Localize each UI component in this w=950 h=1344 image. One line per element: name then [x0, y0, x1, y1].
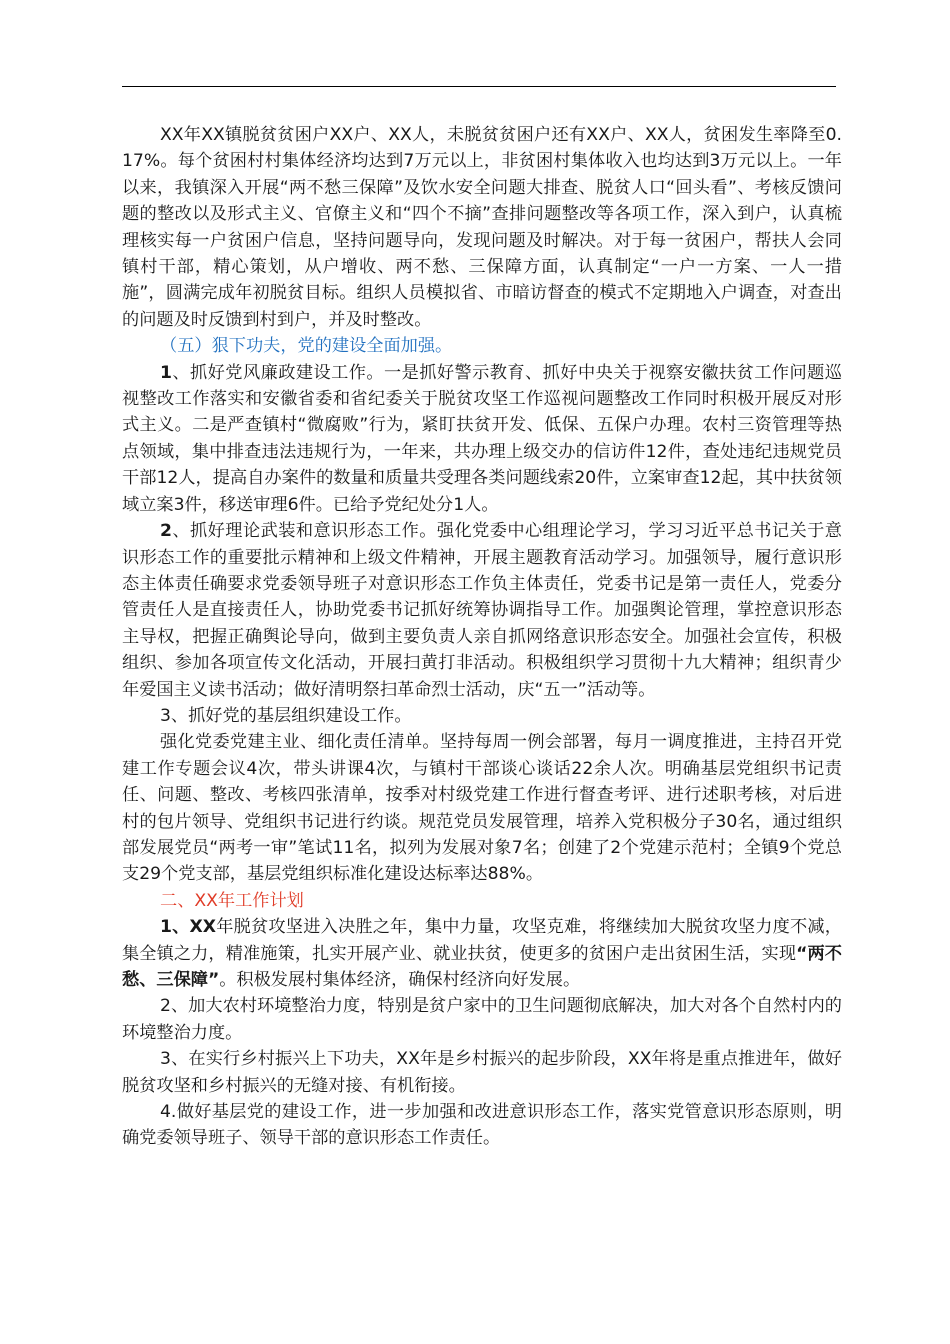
item-number: 2 [160, 521, 172, 542]
paragraph-ideology-work [122, 518, 842, 703]
section-heading-party-building: （五）狠下功夫，党的建设全面加强。 [160, 336, 453, 357]
section-heading-work-plan: 二、XX年工作计划 [160, 890, 304, 911]
paragraph-text: 、抓好理论武装和意识形态工作。强化党委中心组理论学习，学习习近平总书记关于意识形态工作的重要批示精神和上级文件精神，开展主题教育活动学习。加强领导，履行意识形态主体责任确要求党委领导班子对意识形态工作负主体责任，党委书记是第一责任人，党委分管责任人是直接责任人，协助党委书记抓好统筹协调指导工作。加强舆论管理，掌控意识形态主导权，把握正确舆论导向，做到主要负责人亲自抓网络意识形态安全。加强社会宣传，积极组织、参加各项宣传文化活动，开展扫黄打非活动。积极组织学习贯彻十九大精神；组织青少年爱国主义读书活动；做好清明祭扫革命烈士活动，庆“五一”活动等。 [122, 521, 842, 700]
paragraph-text: 年脱贫攻坚进入决胜之年，集中力量，攻坚克难，将继续加大脱贫攻坚力度不减，集全镇之力，精准施策，扎实开展产业、就业扶贫，使更多的贫困户走出贫困生活，实现 [122, 917, 842, 964]
paragraph-plan-1 [122, 914, 842, 993]
paragraph-plan-4: 4.做好基层党的建设工作，进一步加强和改进意识形态工作，落实党管意识形态原则，明确党委领导班子、领导干部的意识形态工作责任。 [122, 1102, 842, 1149]
paragraph-plan-3: 3、在实行乡村振兴上下功夫，XX年是乡村振兴的起步阶段，XX年将是重点推进年，做好脱贫攻坚和乡村振兴的无缝对接、有机衔接。 [122, 1049, 842, 1096]
paragraph-text: 、抓好党风廉政建设工作。一是抓好警示教育、抓好中央关于视察安徽扶贫工作问题巡视整改工作落实和安徽省委和省纪委关于脱贫攻坚工作巡视问题整改工作同时积极开展反对形式主义。二是严查镇村“微腐败”行为，紧盯扶贫开发、低保、五保户办理。农村三资管理等热点领域，集中排查违法违规行为，一年来，共办理上级交办的信访件12件，查处违纪违规党员干部12人，提高自办案件的数量和质量共受理各类问题线索20件，立案审查12起，其中扶贫领域立案3件，移送审理6件。已给予党纪处分1人。 [122, 362, 842, 515]
plan-1-lead: 1、XX [160, 917, 217, 938]
document-body [122, 122, 842, 1152]
paragraph-plan-2: 2、加大农村环境整治力度，特别是贫户家中的卫生问题彻底解决，加大对各个自然村内的环境整治力度。 [122, 996, 842, 1043]
paragraph-poverty-summary: XX年XX镇脱贫贫困户XX户、XX人，未脱贫贫困户还有XX户、XX人，贫困发生率降至0.17%。每个贫困村村集体经济均达到7万元以上，非贫困村集体收入也均达到3万元以上。一年以来，我镇深入开展“两不愁三保障”及饮水安全问题大排查、脱贫人口“回头看”、考核反馈问题的整改以及形式主义、官僚主义和“四个不摘”查排问题整改等各项工作，深入到户，认真梳理核实每一户贫困户信息，坚持问题导向，发现问题及时解决。对于每一贫困户，帮扶人会同镇村干部，精心策划，从户增收、两不愁、三保障方面，认真制定“一户一方案、一人一措施”，圆满完成年初脱贫目标。组织人员模拟省、市暗访督查的模式不定期地入户调查，对查出的问题及时反馈到村到户，并及时整改。 [122, 125, 842, 330]
paragraph-text: 。积极发展村集体经济，确保村经济向好发展。 [219, 970, 581, 990]
paragraph-integrity-work [122, 360, 842, 518]
paragraph-grassroots-title: 3、抓好党的基层组织建设工作。 [160, 705, 412, 726]
header-rule [122, 86, 836, 87]
plan-1-emphasis: “两不愁、三保障” [122, 943, 842, 990]
paragraph-grassroots-detail: 强化党委党建主业、细化责任清单。坚持每周一例会部署，每月一调度推进，主持召开党建工作专题会议4次，带头讲课4次，与镇村干部谈心谈话22余人次。明确基层党组织书记责任、问题、整改、考核四张清单，按季对村级党建工作进行督查考评、进行述职考核，对后进村的包片领导、党组织书记进行约谈。规范党员发展管理，培养入党积极分子30名，通过组织部发展党员“两考一审”笔试11名，拟列为发展对象7名；创建了2个党建示范村；全镇9个党总支29个党支部，基层党组织标准化建设达标率达88%。 [122, 732, 842, 885]
item-number: 1 [160, 362, 172, 383]
